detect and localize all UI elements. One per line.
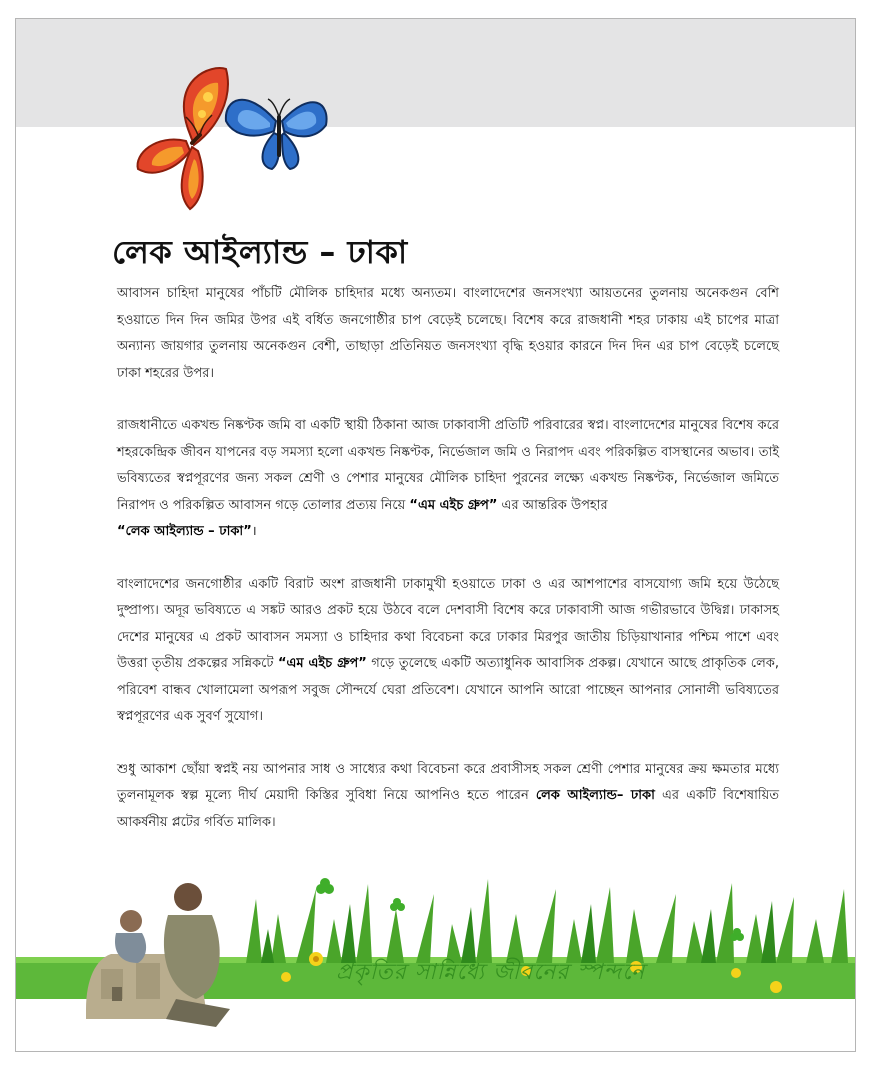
paragraph-2-text-middle: এর আন্তরিক উপহার (497, 497, 608, 513)
footer-tagline: প্রকৃতির সান্নিধ্যে জীবনের স্পন্দনে (336, 960, 646, 985)
project-name-bold: লেক আইল্যান্ড– ঢাকা (535, 788, 655, 803)
paragraph-3-text: বাংলাদেশের জনগোষ্ঠীর একটি বিরাট অংশ রাজধানী ঢাকামুখী হওয়াতে ঢাকা ও এর আশপাশের বাসযোগ্য জমি হয়ে উঠেছে দুষ্প্রাপ্য। অদূর ভবিষ্যতে এ সঙ্কট আরও প্রকট হয়ে উঠবে বলে দেশবাসী বিশেষ করে ঢাকাবাসী আজ গভীরভাবে উদ্বিগ্ন। ঢাকাসহ দেশের মানুষের এ প্রকট আবাসন সমস্যা ও চাহিদার কথা বিবেচনা করে ঢাকার মিরপুর জাতীয় চিড়িয়াখানার পশ্চিম পাশে এবং উত্তরা তৃতীয় প্রকল্পের সন্নিকটে (117, 576, 779, 671)
paragraph-1 (117, 281, 779, 387)
paragraph-4 (117, 757, 779, 837)
paragraph-2-text-end: । (251, 524, 257, 539)
page-title: লেক আইল্যান্ড – ঢাকা (112, 233, 408, 271)
company-name-bold: “এম এইচ গ্রুপ” (409, 497, 498, 513)
family-sandcastle-illustration (86, 883, 230, 1027)
body-text (117, 281, 779, 862)
butterfly-blue-icon (226, 99, 327, 169)
project-name-bold: “লেক আইল্যান্ড – ঢাকা” (117, 524, 252, 539)
paragraph-4-text: শুধু আকাশ ছোঁয়া স্বপ্নই নয় আপনার সাধ ও সাধ্যের কথা বিবেচনা করে প্রবাসীসহ সকল শ্রেণী পেশার মানুষের ক্রয় ক্ষমতার মধ্যে তুলনামূলক স্বল্প মূল্যে দীর্ঘ মেয়াদী কিস্তির সুবিধা নিয়ে আপনিও হতে পারেন (117, 761, 779, 803)
page-frame (15, 18, 856, 1052)
paragraph-3-text-end: গড়ে তুলেছে একটি অত্যাধুনিক আবাসিক প্রকল্প। যেখানে আছে প্রাকৃতিক লেক, পরিবেশ বান্ধব খোলামেলা অপরূপ সবুজ সৌন্দর্যে ঘেরা প্রতিবেশ। যেখানে আপনি আরো পাচ্ছেন আপনার সোনালী ভবিষ্যতের স্বপ্নপূরণের এক সুবর্ণ সুযোগ। (117, 656, 779, 724)
paragraph-1-text: আবাসন চাহিদা মানুষের পাঁচটি মৌলিক চাহিদার মধ্যে অন্যতম। বাংলাদেশের জনসংখ্যা আয়তনের তুলনায় অনেকগুন বেশি হওয়াতে দিন দিন জমির উপর এই বর্ধিত জনগোষ্ঠীর চাপ বেড়েই চলেছে। বিশেষ করে রাজধানী শহর ঢাকায় এই চাপের মাত্রা অন্যান্য জায়গার তুলনায় অনেকগুন বেশী, তাছাড়া প্রতিনিয়ত জনসংখ্যা বৃদ্ধি হওয়ার কারনে দিন দিন এর চাপ বেড়েই চলেছে ঢাকা শহরের উপর। (117, 286, 779, 381)
paragraph-2 (117, 413, 779, 546)
paragraph-2-text: রাজধানীতে একখন্ড নিষ্কণ্টক জমি বা একটি স্থায়ী ঠিকানা আজ ঢাকাবাসী প্রতিটি পরিবারের স্বপ্ন। বাংলাদেশের মানুষের বিশেষ করে শহরকেন্দ্রিক জীবন যাপনের বড় সমস্যা হলো একখন্ড নিষ্কণ্টক, নির্ভেজাল জমি ও নিরাপদ এবং পরিকল্পিত বাসস্থানের অভাব। তাই ভবিষ্যতের স্বপ্নপূরণের জন্য সকল শ্রেণী ও পেশার মানুষের মৌলিক চাহিদা পুরনের লক্ষ্যে একখন্ড নিষ্কণ্টক, নির্ভেজাল জমিতে নিরাপদ ও পরিকল্পিত আবাসন গড়ে তোলার প্রত্যয় নিয়ে (117, 418, 779, 513)
paragraph-4-text-end: এর একটি বিশেষায়িত আকর্ষনীয় প্লটের গর্বিত মালিক। (117, 788, 779, 830)
grass-blades (246, 879, 848, 963)
butterflies-illustration (116, 59, 336, 219)
company-name-bold: “এম এইচ গ্রুপ” (277, 656, 367, 671)
butterfly-red-icon (138, 68, 228, 209)
clover-icon (316, 878, 744, 941)
paragraph-3 (117, 572, 779, 731)
